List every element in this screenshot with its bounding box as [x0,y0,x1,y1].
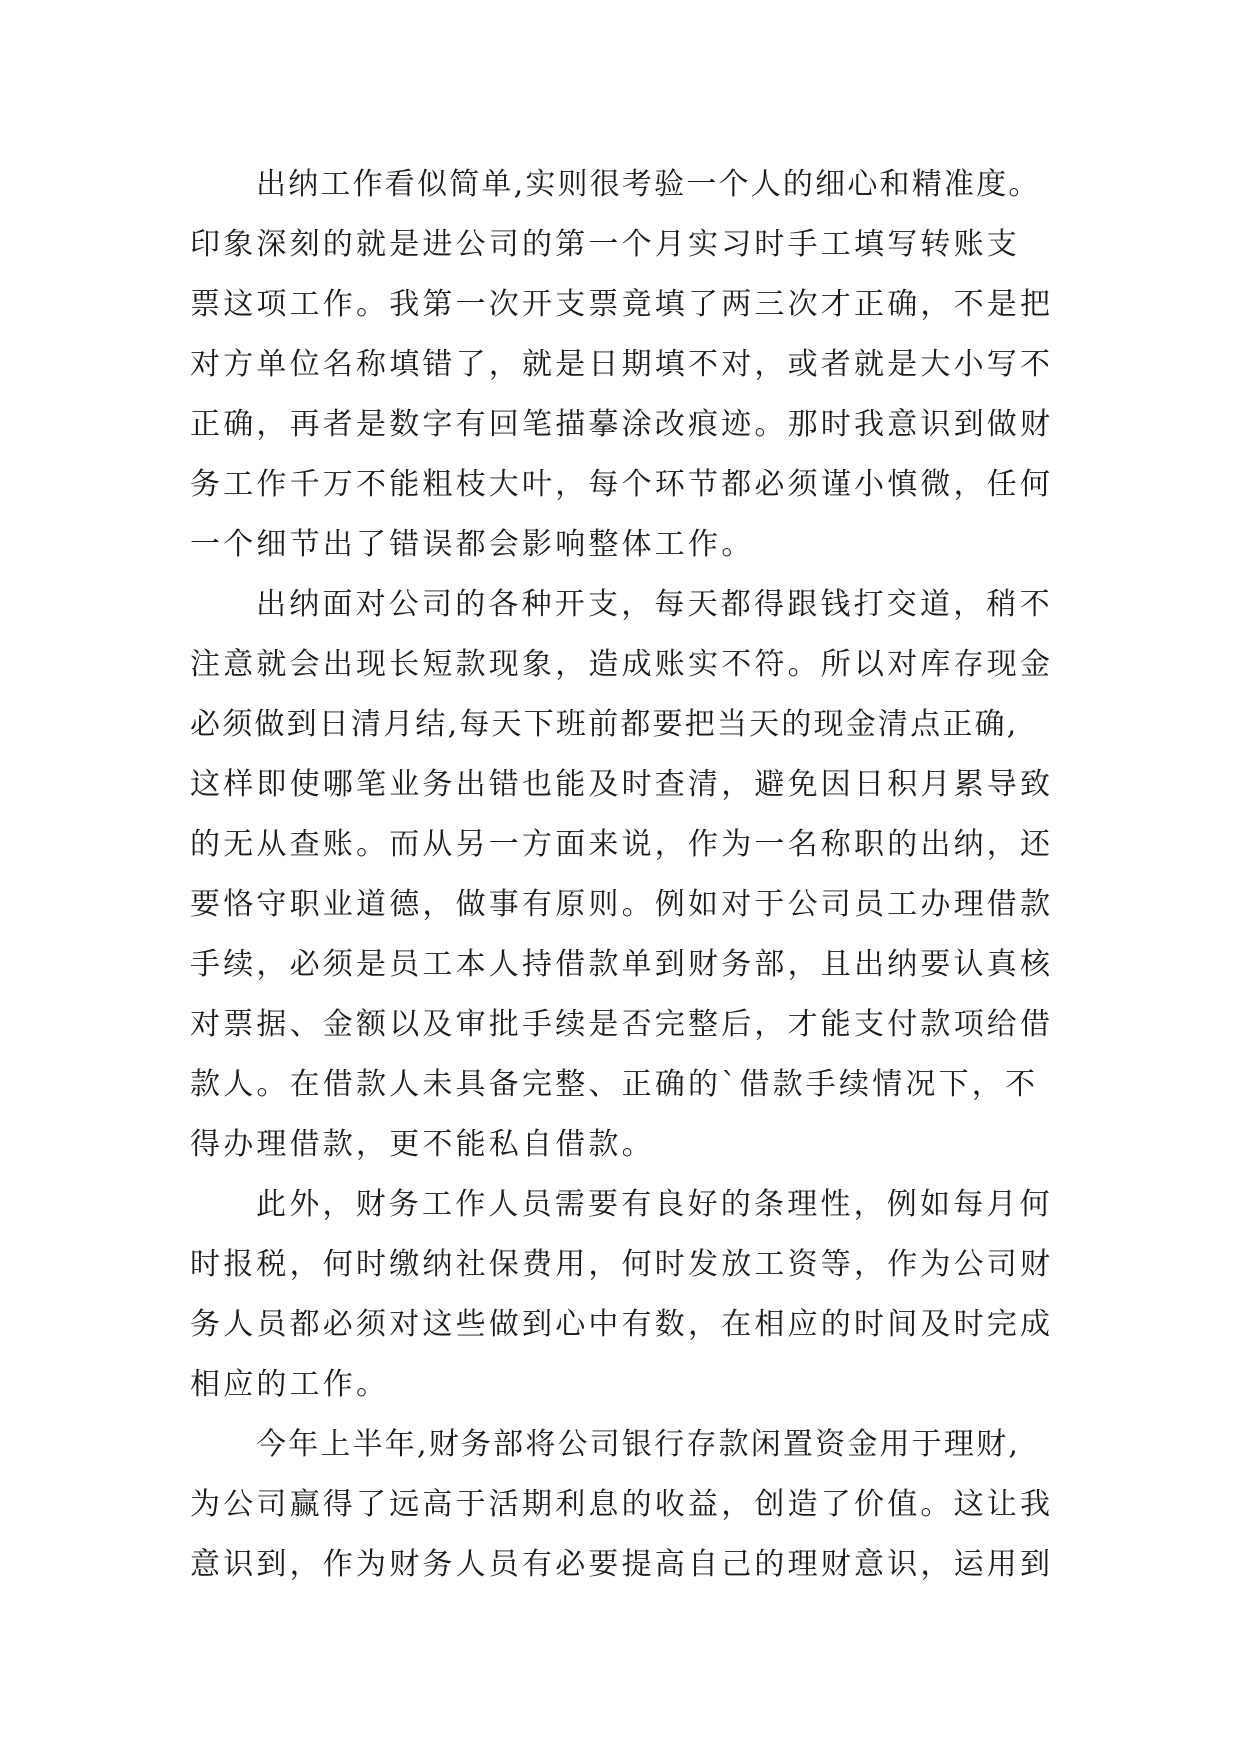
text-line: 今年上半年,财务部将公司银行存款闲置资金用于理财, [256,1427,1021,1462]
text-line: 相应的工作。 [190,1367,390,1402]
text-line: 注意就会出现长短款现象，造成账实不符。所以对库存现金 [190,647,1054,682]
text-line: 时报税，何时缴纳社保费用，何时发放工资等，作为公司财 [190,1247,1054,1282]
text-line: 为公司赢得了远高于活期利息的收益，创造了价值。这让我 [190,1487,1054,1522]
text-line: 意识到，作为财务人员有必要提高自己的理财意识，运用到 [190,1547,1054,1582]
text-line: 务人员都必须对这些做到心中有数，在相应的时间及时完成 [190,1307,1054,1342]
text-line: 出纳面对公司的各种开支，每天都得跟钱打交道，稍不 [256,587,1053,622]
text-line: 这样即使哪笔业务出错也能及时查清，避免因日积月累导致 [190,767,1054,802]
text-line: 一个细节出了错误都会影响整体工作。 [190,527,755,562]
text-line: 的无从查账。而从另一方面来说，作为一名称职的出纳，还 [190,827,1054,862]
text-line: 对方单位名称填错了，就是日期填不对，或者就是大小写不 [190,347,1054,382]
text-line: 票这项工作。我第一次开支票竟填了两三次才正确，不是把 [190,287,1054,322]
text-line: 手续，必须是员工本人持借款单到财务部，且出纳要认真核 [190,947,1054,982]
body-text [190,155,1090,1595]
text-line: 必须做到日清月结,每天下班前都要把当天的现金清点正确, [190,707,1019,742]
text-line: 印象深刻的就是进公司的第一个月实习时手工填写转账支 [190,227,1020,262]
text-line: 此外，财务工作人员需要有良好的条理性，例如每月何 [256,1187,1053,1222]
text-line: 务工作千万不能粗枝大叶，每个环节都必须谨小慎微，任何 [190,467,1054,502]
text-line: 要恪守职业道德，做事有原则。例如对于公司员工办理借款 [190,887,1054,922]
text-line: 款人。在借款人未具备完整、正确的`借款手续情况下，不 [190,1067,1039,1102]
text-line: 对票据、金额以及审批手续是否完整后，才能支付款项给借 [190,1007,1054,1042]
text-line: 得办理借款，更不能私自借款。 [190,1127,655,1162]
text-line: 出纳工作看似简单,实则很考验一个人的细心和精准度。 [256,167,1041,202]
text-line: 正确，再者是数字有回笔描摹涂改痕迹。那时我意识到做财 [190,407,1054,442]
